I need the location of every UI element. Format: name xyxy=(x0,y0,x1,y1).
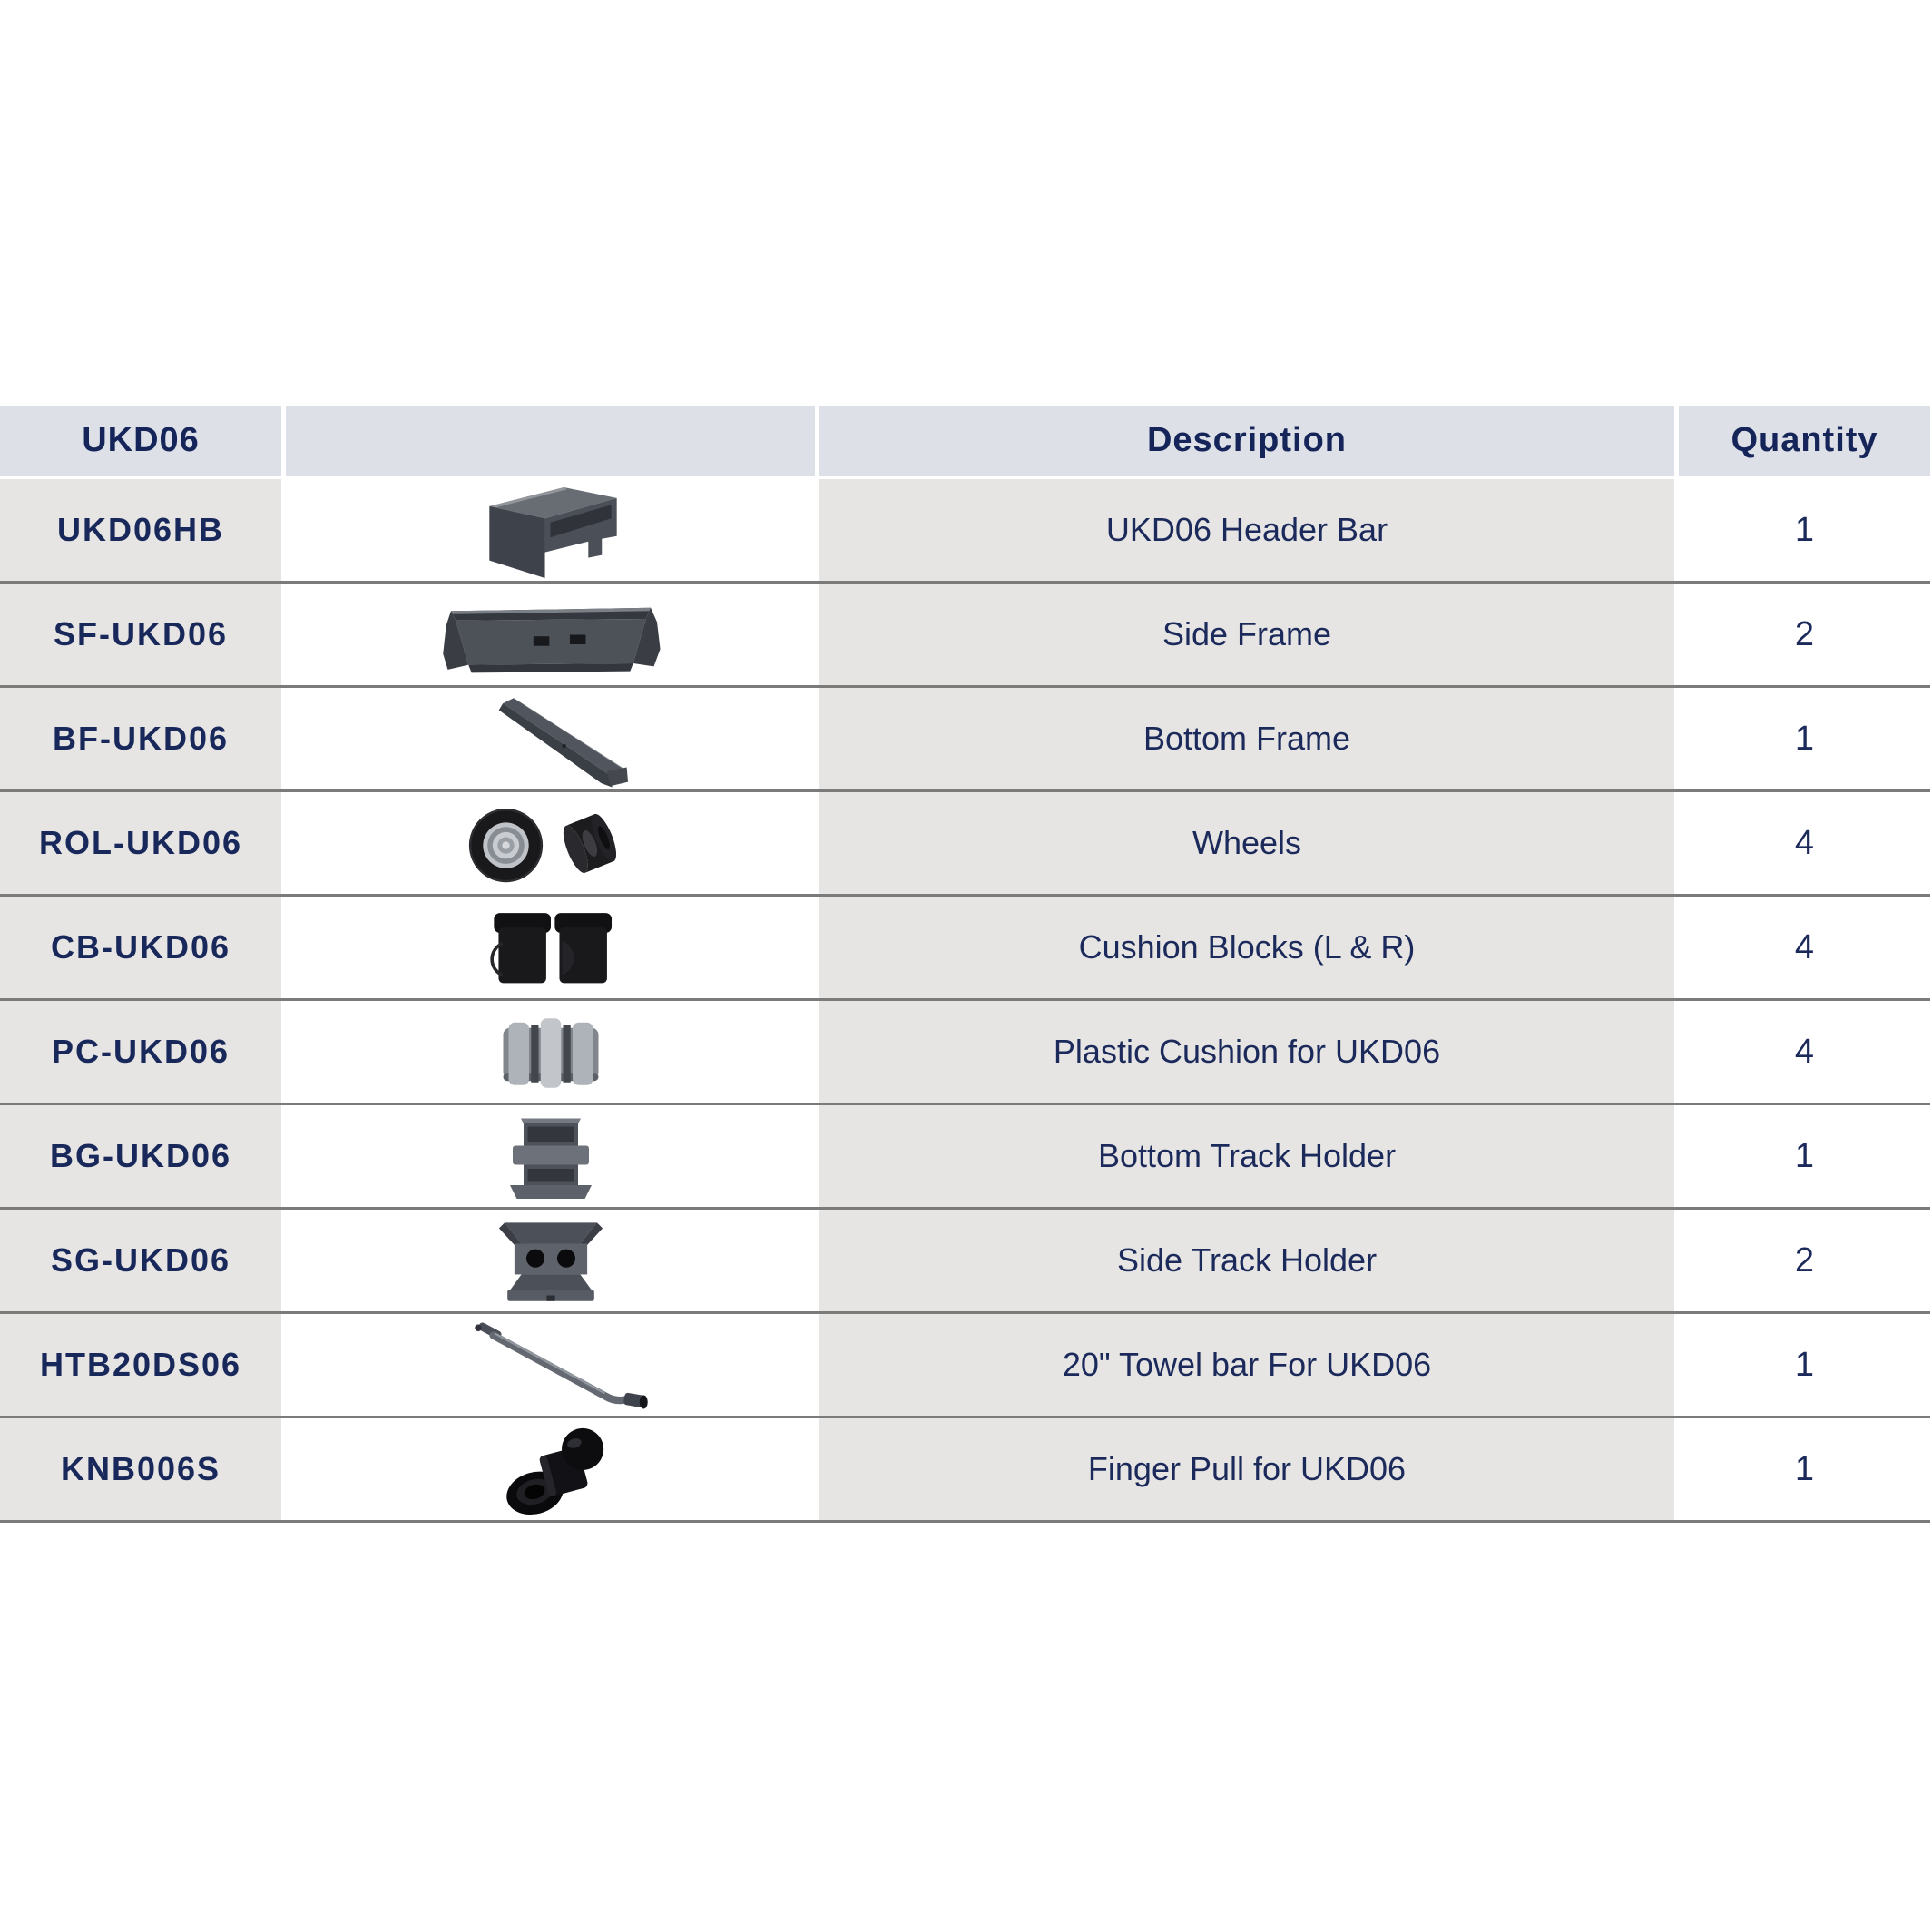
table-row xyxy=(0,1001,1930,1105)
towel-bar-photo-icon xyxy=(453,1318,648,1413)
header-bar-photo-icon xyxy=(457,479,643,581)
header-col-ukd06: UKD06 xyxy=(0,406,281,476)
part-code-cell: ROL-UKD06 xyxy=(0,792,281,894)
part-code-cell: BF-UKD06 xyxy=(0,688,281,789)
description-cell: 20" Towel bar For UKD06 xyxy=(819,1314,1674,1416)
wheels-photo-icon xyxy=(453,796,648,891)
quantity-cell: 1 xyxy=(1679,688,1930,789)
description-cell: Bottom Frame xyxy=(819,688,1674,789)
description-cell: Bottom Track Holder xyxy=(819,1105,1674,1207)
table-row xyxy=(0,584,1930,688)
part-code-cell: KNB006S xyxy=(0,1418,281,1520)
description-cell: Wheels xyxy=(819,792,1674,894)
finger-pull-photo-icon xyxy=(483,1420,619,1518)
part-image-cell xyxy=(286,1314,815,1416)
plastic-cushion-photo-icon xyxy=(483,1007,619,1096)
side-frame-photo-icon xyxy=(432,587,670,682)
part-code-cell: UKD06HB xyxy=(0,479,281,581)
description-cell: Side Frame xyxy=(819,584,1674,685)
quantity-cell: 2 xyxy=(1679,584,1930,685)
part-code-cell: BG-UKD06 xyxy=(0,1105,281,1207)
quantity-cell: 4 xyxy=(1679,792,1930,894)
bottom-frame-photo-icon xyxy=(460,689,642,789)
table-row xyxy=(0,479,1930,584)
cushion-blocks-photo-icon xyxy=(465,901,637,994)
part-image-cell xyxy=(286,1418,815,1520)
table-row xyxy=(0,792,1930,897)
side-track-holder-photo-icon xyxy=(478,1211,623,1309)
table-row xyxy=(0,1105,1930,1210)
part-image-cell xyxy=(286,897,815,998)
table-row xyxy=(0,1210,1930,1314)
quantity-cell: 2 xyxy=(1679,1210,1930,1311)
quantity-cell: 1 xyxy=(1679,1418,1930,1520)
part-code-cell: HTB20DS06 xyxy=(0,1314,281,1416)
table-row xyxy=(0,897,1930,1001)
quantity-cell: 1 xyxy=(1679,479,1930,581)
description-cell: Plastic Cushion for UKD06 xyxy=(819,1001,1674,1103)
quantity-cell: 1 xyxy=(1679,1314,1930,1416)
header-col-image xyxy=(286,406,815,476)
table-header-row xyxy=(0,406,1930,476)
header-col-quantity: Quantity xyxy=(1679,406,1930,476)
part-code-cell: SF-UKD06 xyxy=(0,584,281,685)
description-cell: Cushion Blocks (L & R) xyxy=(819,897,1674,998)
part-image-cell xyxy=(286,479,815,581)
header-col-description: Description xyxy=(819,406,1674,476)
table-row xyxy=(0,1418,1930,1523)
part-image-cell xyxy=(286,584,815,685)
table-row xyxy=(0,688,1930,792)
description-cell: Finger Pull for UKD06 xyxy=(819,1418,1674,1520)
part-image-cell xyxy=(286,1210,815,1311)
table-row xyxy=(0,1314,1930,1418)
part-image-cell xyxy=(286,1001,815,1103)
part-code-cell: CB-UKD06 xyxy=(0,897,281,998)
description-cell: Side Track Holder xyxy=(819,1210,1674,1311)
description-cell: UKD06 Header Bar xyxy=(819,479,1674,581)
part-image-cell xyxy=(286,1105,815,1207)
part-code-cell: SG-UKD06 xyxy=(0,1210,281,1311)
quantity-cell: 4 xyxy=(1679,1001,1930,1103)
parts-table xyxy=(0,406,1930,1523)
quantity-cell: 1 xyxy=(1679,1105,1930,1207)
part-code-cell: PC-UKD06 xyxy=(0,1001,281,1103)
quantity-cell: 4 xyxy=(1679,897,1930,998)
part-image-cell xyxy=(286,792,815,894)
part-image-cell xyxy=(286,688,815,789)
bottom-track-holder-photo-icon xyxy=(483,1109,619,1204)
